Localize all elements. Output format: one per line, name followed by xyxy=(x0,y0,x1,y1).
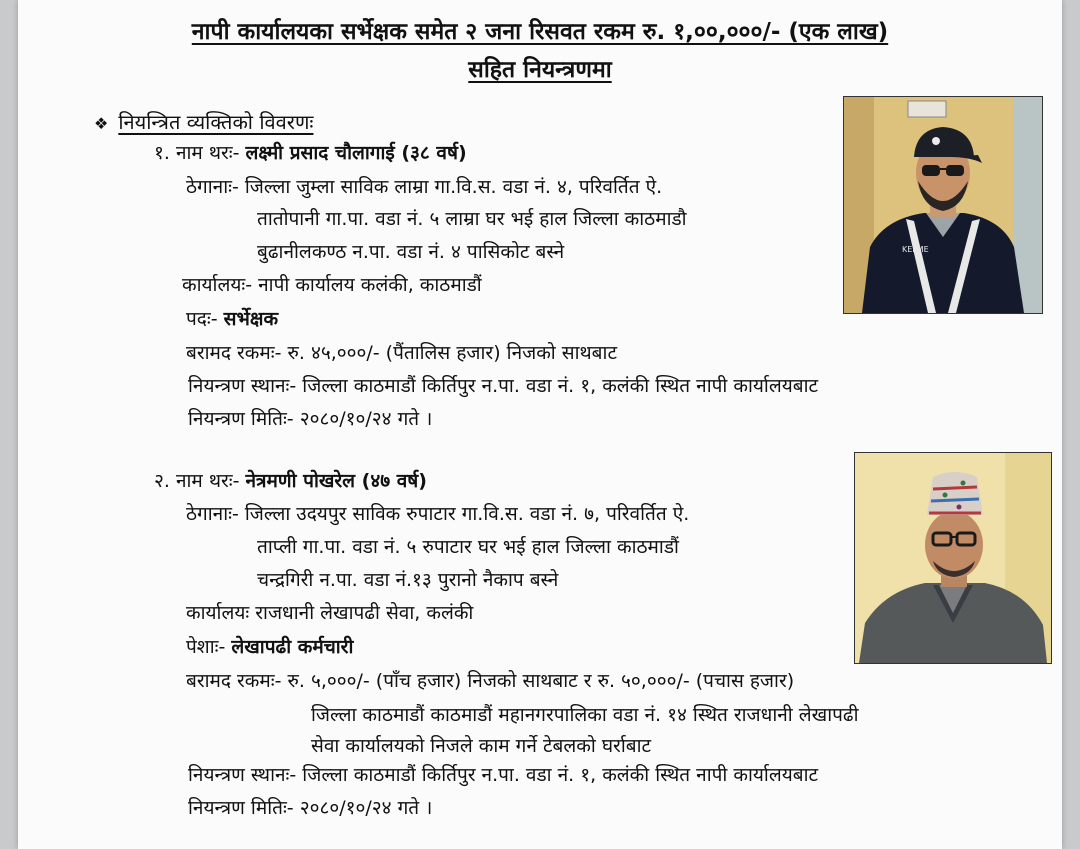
person1-place-label: नियन्त्रण स्थानः- xyxy=(188,375,297,397)
person2-address-line2: ताप्ली गा.पा. वडा नं. ५ रुपाटार घर भई हाल जिल्ला काठमाडौं xyxy=(257,536,679,558)
person2-place-label: नियन्त्रण स्थानः- xyxy=(188,764,297,786)
person1-photo xyxy=(843,96,1043,314)
person2-name-label: २. नाम थरः- xyxy=(154,470,240,492)
person2-date-label: नियन्त्रण मितिः- xyxy=(188,797,294,819)
person2-amount-line3: सेवा कार्यालयको निजले काम गर्ने टेबलको घर्राबाट xyxy=(311,735,652,757)
person1-date-label: नियन्त्रण मितिः- xyxy=(188,408,294,430)
person1-amount-row xyxy=(186,340,617,366)
person1-date: २०८०/१०/२४ गते । xyxy=(299,408,433,430)
person2-place: जिल्ला काठमाडौं किर्तिपुर न.पा. वडा नं. १, कलंकी स्थित नापी कार्यालयबाट xyxy=(302,764,819,786)
section-heading-text: नियन्त्रित व्यक्तिको विवरणः xyxy=(118,110,314,134)
person2-address-line1: जिल्ला उदयपुर साविक रुपाटार गा.वि.स. वडा नं. ७, परिवर्तित ऐ. xyxy=(244,503,690,525)
person1-place: जिल्ला काठमाडौं किर्तिपुर न.पा. वडा नं. १, कलंकी स्थित नापी कार्यालयबाट xyxy=(302,375,819,397)
person2-post: लेखापढी कर्मचारी xyxy=(231,636,354,658)
person1-address-label: ठेगानाः- xyxy=(186,176,239,198)
person1-office-label: कार्यालयः- xyxy=(182,274,253,296)
person2-office-label: कार्यालयः xyxy=(186,602,250,624)
person1-amount: रु. ४५,०००/- (पैंतालिस हजार) निजको साथबाट xyxy=(287,342,618,364)
person1-name: लक्ष्मी प्रसाद चौलागाई (३८ वर्ष) xyxy=(245,142,467,164)
person2-address-row1 xyxy=(186,501,689,527)
person2-name-row xyxy=(154,468,427,494)
person2-photo xyxy=(854,452,1052,664)
person2-date-row xyxy=(188,795,432,821)
person2-amount-row xyxy=(186,668,794,694)
person2-name: नेत्रमणी पोखरेल (४७ वर्ष) xyxy=(245,470,427,492)
person2-post-label: पेशाः- xyxy=(186,636,226,658)
person1-address-line1: जिल्ला जुम्ला साविक लाम्रा गा.वि.स. वडा नं. ४, परिवर्तित ऐ. xyxy=(244,176,663,198)
person2-amount-label: बरामद रकमः- xyxy=(186,670,282,692)
person1-place-row xyxy=(188,373,818,399)
person1-name-row xyxy=(154,140,467,166)
person2-address-label: ठेगानाः- xyxy=(186,503,239,525)
person1-office-row xyxy=(182,272,482,298)
person2-amount-line2: जिल्ला काठमाडौं काठमाडौं महानगरपालिका वडा नं. १४ स्थित राजधानी लेखापढी xyxy=(311,704,859,726)
person2-date: २०८०/१०/२४ गते । xyxy=(299,797,433,819)
person1-address-line2: तातोपानी गा.पा. वडा नं. ५ लाम्रा घर भई हाल जिल्ला काठमाडौ xyxy=(257,208,687,230)
person1-post: सर्भेक्षक xyxy=(223,308,279,330)
person1-amount-label: बरामद रकमः- xyxy=(186,342,282,364)
person2-amount-line1: रु. ५,०००/- (पाँच हजार) निजको साथबाट र रु. ५०,०००/- (पचास हजार) xyxy=(287,670,795,692)
person1-jacket-text: KELME xyxy=(902,245,929,254)
person1-post-row xyxy=(186,306,278,332)
person2-place-row xyxy=(188,762,818,788)
person1-post-label: पदः- xyxy=(186,308,218,330)
person2-office-row xyxy=(186,600,473,626)
document-title-line1: नापी कार्यालयका सर्भेक्षक समेत २ जना रिसवत रकम रु. १,००,०००/- (एक लाख) xyxy=(191,19,889,45)
document-title-line2: सहित नियन्त्रणमा xyxy=(468,57,612,83)
person1-name-label: १. नाम थरः- xyxy=(154,142,240,164)
person1-address-line3: बुढानीलकण्ठ न.पा. वडा नं. ४ पासिकोट बस्ने xyxy=(257,241,565,263)
section-heading xyxy=(94,108,313,135)
person1-date-row xyxy=(188,406,432,432)
diamond-bullet-icon: ❖ xyxy=(94,114,109,133)
person1-office: नापी कार्यालय कलंकी, काठमाडौं xyxy=(258,274,482,296)
person2-office: राजधानी लेखापढी सेवा, कलंकी xyxy=(255,602,474,624)
person1-address-row1 xyxy=(186,174,662,200)
person2-address-line3: चन्द्रगिरी न.पा. वडा नं.१३ पुरानो नैकाप बस्ने xyxy=(257,569,559,591)
person2-profession-row xyxy=(186,634,353,660)
